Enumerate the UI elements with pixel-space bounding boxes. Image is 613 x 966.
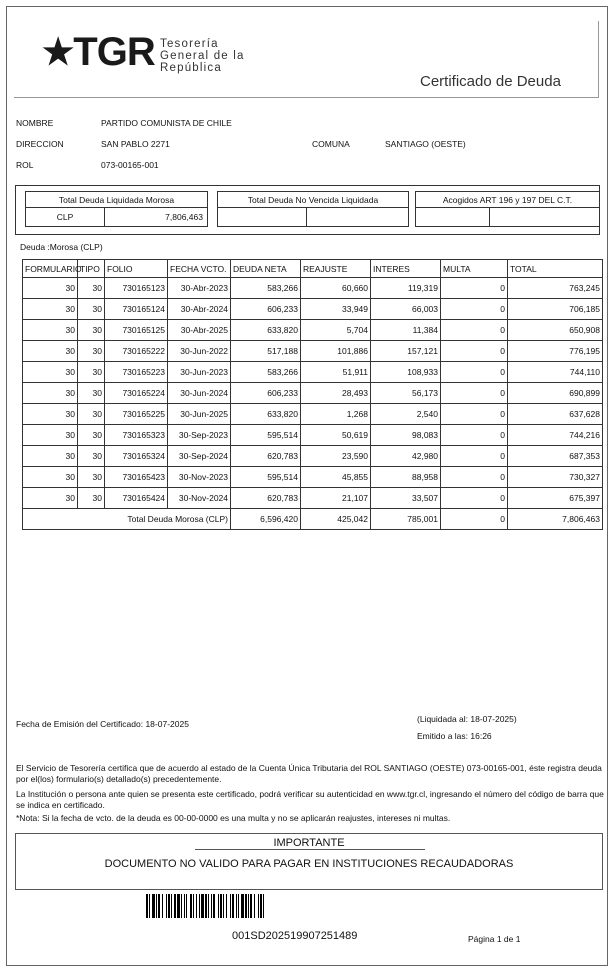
header-cell: MULTA (441, 260, 508, 278)
direccion-label: DIRECCION (16, 139, 64, 149)
table-cell: 30 (23, 404, 78, 425)
table-cell: 30-Jun-2023 (168, 362, 231, 383)
summary-morosa-value: 7,806,463 (105, 208, 208, 227)
table-cell: 56,173 (371, 383, 441, 404)
table-cell: 30 (78, 299, 105, 320)
barcode-number: 001SD202519907251489 (232, 930, 358, 942)
comuna-label: COMUNA (312, 139, 350, 149)
table-cell: 21,107 (301, 488, 371, 509)
table-cell: 30-Nov-2023 (168, 467, 231, 488)
table-cell: 30 (23, 425, 78, 446)
table-cell: 60,660 (301, 278, 371, 299)
summary-no-vencida (217, 191, 409, 227)
table-cell: 30-Abr-2023 (168, 278, 231, 299)
table-cell: 66,003 (371, 299, 441, 320)
table-cell: 101,886 (301, 341, 371, 362)
header-cell: REAJUSTE (301, 260, 371, 278)
table-cell: 730165324 (105, 446, 168, 467)
table-caption: Deuda :Morosa (CLP) (20, 242, 103, 252)
table-cell: 30 (78, 488, 105, 509)
table-cell: 157,121 (371, 341, 441, 362)
table-cell: 517,188 (231, 341, 301, 362)
table-cell: 606,233 (231, 383, 301, 404)
table-cell: 108,933 (371, 362, 441, 383)
logo-mark: TGR (73, 30, 155, 74)
table-cell: 30-Sep-2023 (168, 425, 231, 446)
table-cell: 30-Jun-2024 (168, 383, 231, 404)
comuna-value: SANTIAGO (OESTE) (385, 139, 466, 149)
table-cell: 45,855 (301, 467, 371, 488)
table-cell: 650,908 (508, 320, 603, 341)
summary-no-vencida-title: Total Deuda No Vencida Liquidada (218, 192, 409, 208)
table-cell: 687,353 (508, 446, 603, 467)
table-cell: 30 (78, 320, 105, 341)
table-total-row (23, 509, 603, 530)
table-cell: 50,619 (301, 425, 371, 446)
direccion-value: SAN PABLO 2271 (101, 139, 170, 149)
header-cell: FORMULARIO (23, 260, 78, 278)
table-cell: 5,704 (301, 320, 371, 341)
total-cell: 785,001 (371, 509, 441, 530)
table-cell: 0 (441, 446, 508, 467)
table-cell: 88,958 (371, 467, 441, 488)
table-cell: 30-Nov-2024 (168, 488, 231, 509)
table-cell: 730165124 (105, 299, 168, 320)
important-box (15, 833, 603, 890)
header-cell: DEUDA NETA (231, 260, 301, 278)
table-row (23, 446, 603, 467)
star-icon: ★ (42, 31, 74, 72)
table-cell: 30 (78, 404, 105, 425)
table-cell: 30 (78, 341, 105, 362)
table-cell: 30 (78, 446, 105, 467)
table-cell: 11,384 (371, 320, 441, 341)
table-cell: 30-Jun-2022 (168, 341, 231, 362)
table-row (23, 320, 603, 341)
logo-sub-line: General de la (160, 50, 245, 62)
table-cell: 675,397 (508, 488, 603, 509)
table-cell: 30 (78, 467, 105, 488)
table-row (23, 341, 603, 362)
important-text: DOCUMENTO NO VALIDO PARA PAGAR EN INSTITUCIONES RECAUDADORAS (104, 858, 514, 870)
table-row (23, 425, 603, 446)
summary-currency: CLP (26, 208, 105, 227)
table-cell: 0 (441, 278, 508, 299)
logo-sub-line: República (160, 62, 222, 74)
summary-morosa (25, 191, 208, 227)
table-cell: 744,216 (508, 425, 603, 446)
table-cell: 51,911 (301, 362, 371, 383)
certificate-title: Certificado de Deuda (420, 73, 561, 90)
table-cell: 637,628 (508, 404, 603, 425)
table-cell: 606,233 (231, 299, 301, 320)
table-cell: 730165125 (105, 320, 168, 341)
table-cell: 730165424 (105, 488, 168, 509)
table-cell: 30 (23, 446, 78, 467)
table-cell: 0 (441, 320, 508, 341)
table-cell: 23,590 (301, 446, 371, 467)
verification-paragraph: La Institución o persona ante quien se presenta este certificado, podrá verificar su autenticidad en www.tgr.cl, ingresando el número del código de barra que se indica en certificado. (16, 789, 604, 810)
table-row (23, 383, 603, 404)
table-cell: 30 (78, 362, 105, 383)
table-cell: 30 (78, 425, 105, 446)
table-cell: 730165225 (105, 404, 168, 425)
table-cell: 730165223 (105, 362, 168, 383)
debt-table (22, 259, 603, 530)
page-number: Página 1 de 1 (468, 934, 521, 944)
nombre-value: PARTIDO COMUNISTA DE CHILE (101, 118, 232, 128)
header-cell: FOLIO (105, 260, 168, 278)
table-cell: 583,266 (231, 362, 301, 383)
important-title: IMPORTANTE (273, 837, 345, 849)
table-cell: 763,245 (508, 278, 603, 299)
table-row (23, 299, 603, 320)
table-cell: 30 (23, 383, 78, 404)
nombre-label: NOMBRE (16, 118, 54, 128)
nota-paragraph: *Nota: Si la fecha de vcto. de la deuda es 00-00-0000 es una multa y no se aplicarán reajustes, intereses ni multas. (16, 813, 451, 823)
table-cell: 0 (441, 488, 508, 509)
certification-paragraph: El Servicio de Tesorería certifica que de acuerdo al estado de la Cuenta Única Tributaria del ROL SANTIAGO (OESTE) 073-00165-001, éste registra deuda por el(los) formulario(s) detallado(s) precedentemente. (16, 763, 602, 784)
table-cell: 595,514 (231, 425, 301, 446)
table-cell: 30 (78, 383, 105, 404)
table-row (23, 488, 603, 509)
table-cell: 30 (78, 278, 105, 299)
table-row (23, 404, 603, 425)
summary-acogidos-title: Acogidos ART 196 y 197 DEL C.T. (416, 192, 600, 208)
table-cell: 730,327 (508, 467, 603, 488)
tgr-logo (42, 30, 272, 80)
table-cell: 633,820 (231, 320, 301, 341)
liquidada-date: (Liquidada al: 18-07-2025) (417, 714, 517, 724)
table-cell: 30-Abr-2024 (168, 299, 231, 320)
table-cell: 0 (441, 362, 508, 383)
table-cell: 0 (441, 383, 508, 404)
table-cell: 98,083 (371, 425, 441, 446)
table-cell: 30-Sep-2024 (168, 446, 231, 467)
table-cell: 1,268 (301, 404, 371, 425)
header-cell: FECHA VCTO. (168, 260, 231, 278)
table-cell: 0 (441, 299, 508, 320)
table-cell: 0 (441, 341, 508, 362)
table-row (23, 278, 603, 299)
table-cell: 583,266 (231, 278, 301, 299)
table-cell: 0 (441, 467, 508, 488)
table-cell: 30 (23, 299, 78, 320)
table-cell: 30-Abr-2025 (168, 320, 231, 341)
table-cell: 620,783 (231, 488, 301, 509)
table-cell: 730165224 (105, 383, 168, 404)
table-cell: 30 (23, 341, 78, 362)
table-cell: 744,110 (508, 362, 603, 383)
table-cell: 28,493 (301, 383, 371, 404)
table-cell: 119,319 (371, 278, 441, 299)
table-cell: 706,185 (508, 299, 603, 320)
table-cell: 30-Jun-2025 (168, 404, 231, 425)
table-row (23, 467, 603, 488)
table-cell: 30 (23, 320, 78, 341)
header-cell: INTERES (371, 260, 441, 278)
table-cell: 30 (23, 278, 78, 299)
total-cell: 6,596,420 (231, 509, 301, 530)
barcode (146, 894, 462, 918)
total-label: Total Deuda Morosa (CLP) (23, 509, 231, 530)
total-cell: 0 (441, 509, 508, 530)
rol-label: ROL (16, 160, 34, 170)
emitido-time: Emitido a las: 16:26 (417, 731, 492, 741)
table-cell: 690,899 (508, 383, 603, 404)
table-cell: 730165222 (105, 341, 168, 362)
summary-morosa-title: Total Deuda Liquidada Morosa (26, 192, 208, 208)
table-cell: 730165123 (105, 278, 168, 299)
table-cell: 0 (441, 404, 508, 425)
summary-acogidos (415, 191, 600, 227)
header-cell: TOTAL (508, 260, 603, 278)
table-body (23, 278, 603, 509)
table-cell: 633,820 (231, 404, 301, 425)
table-cell: 595,514 (231, 467, 301, 488)
table-cell: 2,540 (371, 404, 441, 425)
total-cell: 425,042 (301, 509, 371, 530)
header-cell: TIPO (78, 260, 105, 278)
table-cell: 30 (23, 467, 78, 488)
table-cell: 730165423 (105, 467, 168, 488)
table-cell: 0 (441, 425, 508, 446)
table-cell: 730165323 (105, 425, 168, 446)
total-cell: 7,806,463 (508, 509, 603, 530)
table-cell: 33,507 (371, 488, 441, 509)
table-cell: 30 (23, 488, 78, 509)
table-cell: 42,980 (371, 446, 441, 467)
table-cell: 776,195 (508, 341, 603, 362)
table-row (23, 362, 603, 383)
table-cell: 620,783 (231, 446, 301, 467)
table-header-row (23, 260, 603, 278)
emision-date: Fecha de Emisión del Certificado: 18-07-2025 (16, 719, 189, 729)
logo-sub-line: Tesorería (160, 38, 219, 50)
table-cell: 33,949 (301, 299, 371, 320)
table-cell: 30 (23, 362, 78, 383)
rol-value: 073-00165-001 (101, 160, 159, 170)
